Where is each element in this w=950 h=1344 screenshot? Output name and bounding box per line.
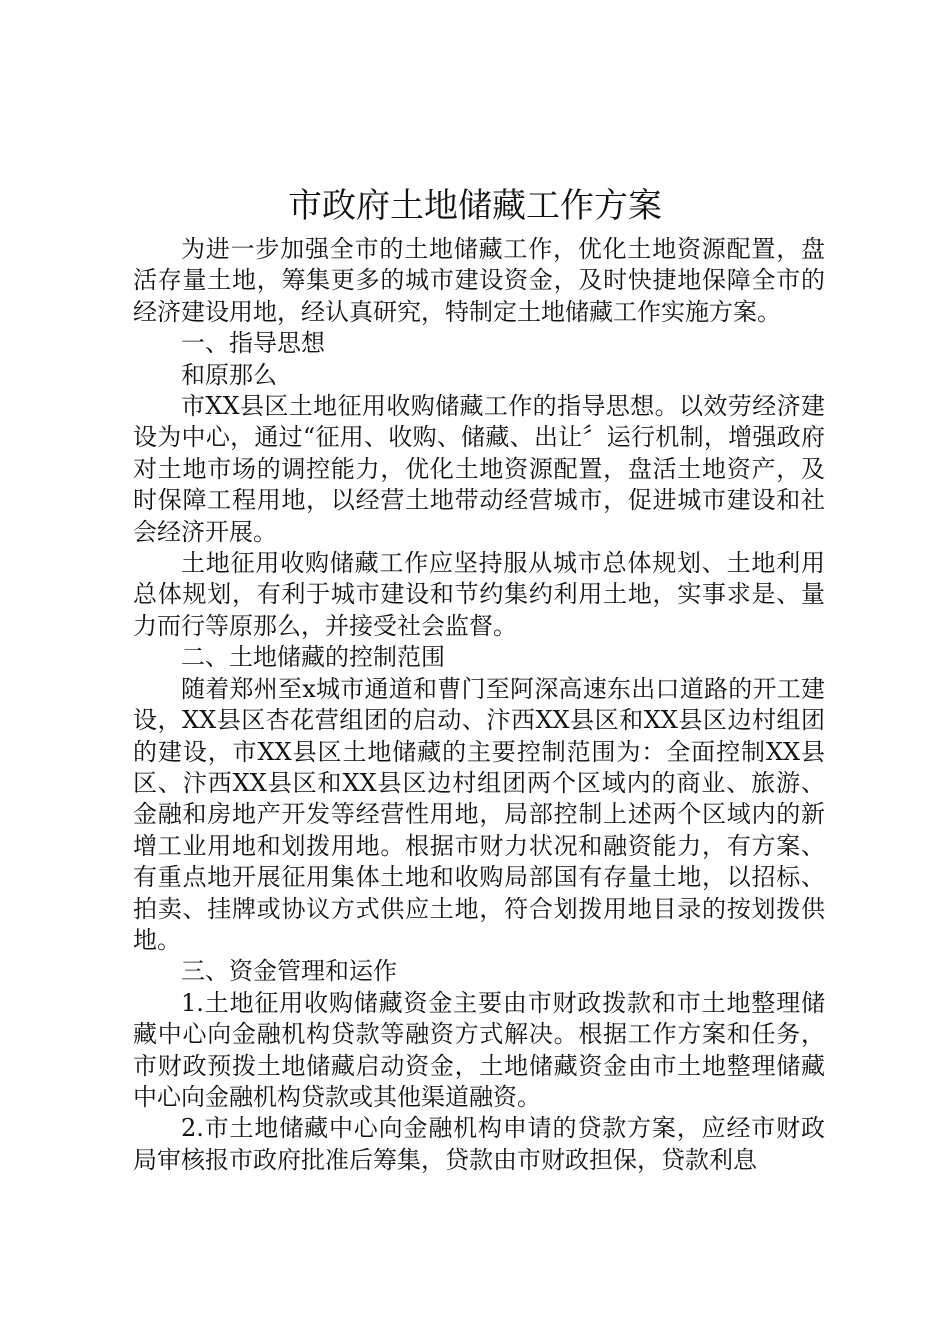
section-heading-3: 三、资金管理和运作 (181, 957, 397, 986)
paragraph-principles: 土地征用收购储藏工作应坚持服从城市总体规划、土地利用总体规划，有利于城市建设和节约集约利用土地，实事求是、量力而行等原那么，并接受社会监督。 (133, 549, 825, 640)
paragraph-funding-2: 2.市土地储藏中心向金融机构申请的贷款方案，应经市财政局审核报市政府批准后筹集，贷款由市财政担保，贷款利息 (133, 1114, 825, 1174)
paragraph-intro: 为进一步加强全市的土地储藏工作，优化土地资源配置，盘活存量土地，筹集更多的城市建设资金，及时快捷地保障全市的经济建设用地，经认真研究，特制定土地储藏工作实施方案。 (133, 235, 825, 326)
document-title: 市政府土地储藏工作方案 (288, 186, 662, 226)
section-heading-1: 一、指导思想 (181, 329, 325, 358)
paragraph-control-scope: 随着郑州至x城市通道和曹门至阿深高速东出口道路的开工建设，XX县区杏花营组团的启动、汴西XX县区和XX县区边村组团的建设，市XX县区土地储藏的主要控制范围为：全面控制XX县区、汴西XX县区和XX县区边村组团两个区域内的商业、旅游、金融和房地产开发等经营性用地，局部控制上述两个区域内的新增工业用地和划拨用地。根据市财力状况和融资能力，有方案、有重点地开展征用集体土地和收购局部国有存量土地，以招标、拍卖、挂牌或协议方式供应土地，符合划拨用地目录的按划拨供地。 (133, 674, 825, 954)
section-heading-1-continued: 和原那么 (181, 360, 277, 389)
paragraph-guiding-thought: 市XX县区土地征用收购储藏工作的指导思想。以效劳经济建设为中心，通过“征用、收购、储藏、出让〞运行机制，增强政府对土地市场的调控能力，优化土地资源配置，盘活土地资产，及时保障工程用地，以经营土地带动经营城市，促进城市建设和社会经济开展。 (133, 392, 825, 546)
paragraph-funding-1: 1.土地征用收购储藏资金主要由市财政拨款和市土地整理储藏中心向金融机构贷款等融资方式解决。根据工作方案和任务，市财政预拨土地储藏启动资金，土地储藏资金由市土地整理储藏中心向金融机构贷款或其他渠道融资。 (133, 988, 825, 1111)
section-heading-2: 二、土地储藏的控制范围 (181, 643, 445, 672)
document-body (133, 234, 825, 1176)
